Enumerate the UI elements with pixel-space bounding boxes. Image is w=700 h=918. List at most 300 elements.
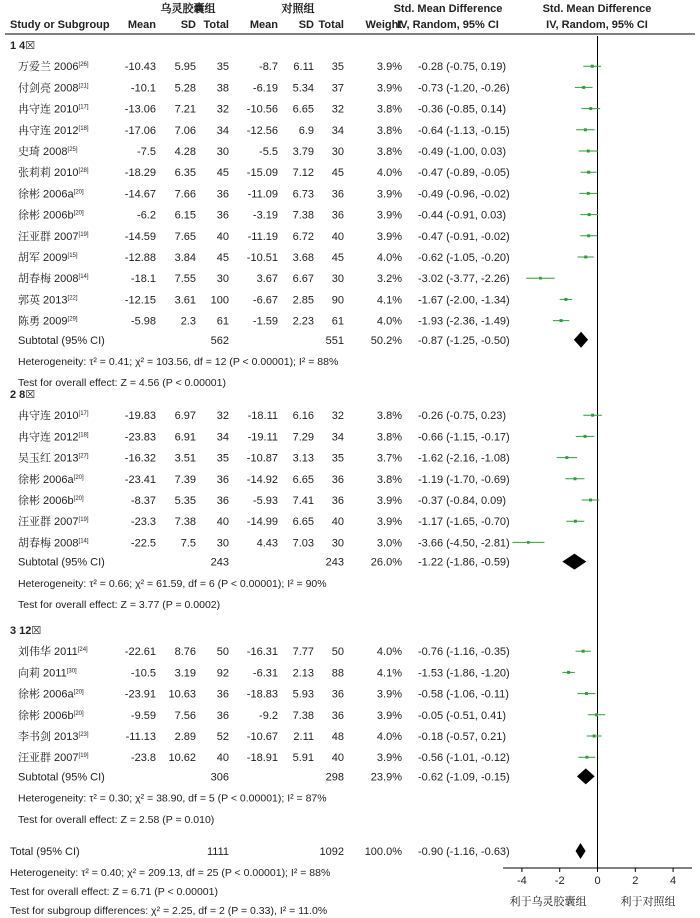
study-mean2: -5.93 [252, 495, 278, 507]
study-total1: 30 [216, 146, 229, 158]
study-sd2: 3.68 [292, 252, 314, 264]
study-sd2: 2.11 [293, 731, 314, 743]
study-mean1: -9.59 [130, 709, 156, 722]
study-mean2: -6.31 [252, 667, 278, 680]
study-total2: 48 [331, 731, 344, 743]
study-name: 徐彬 2006b[20] [18, 495, 84, 507]
study-sd1: 10.63 [168, 688, 196, 701]
header-effect-title: Std. Mean Difference [393, 3, 503, 15]
study-total2: 40 [331, 752, 344, 765]
study-point [587, 192, 590, 195]
study-point [589, 499, 592, 502]
study-weight: 3.8% [376, 410, 402, 423]
study-mean2: -6.19 [252, 82, 278, 95]
study-name: 汪亚群 2007[19] [18, 230, 89, 243]
study-sd2: 6.65 [292, 473, 314, 486]
header-group2: 对照组 [281, 3, 315, 15]
study-total1: 36 [216, 188, 229, 201]
study-mean2: -5.5 [259, 146, 278, 158]
study-sd1: 7.65 [174, 230, 196, 243]
study-sd1: 6.91 [174, 431, 196, 444]
study-total2: 30 [331, 537, 344, 550]
study-point [574, 477, 577, 480]
study-mean1: -23.8 [130, 752, 156, 765]
study-mean1: -12.15 [124, 294, 156, 307]
study-weight: 3.9% [376, 495, 402, 507]
study-total2: 61 [331, 315, 344, 328]
study-ci: -0.28 (-0.75, 0.19) [418, 61, 507, 74]
study-mean2: -15.09 [246, 167, 278, 180]
total-total2: 1092 [319, 846, 344, 858]
study-total2: 40 [331, 516, 344, 529]
study-total2: 36 [331, 495, 344, 507]
subtotal-ci: -1.22 (-1.86, -0.59) [418, 556, 510, 569]
study-ci: -0.36 (-0.85, 0.14) [418, 103, 507, 116]
study-ci: -3.66 (-4.50, -2.81) [418, 537, 510, 550]
study-sd2: 5.91 [292, 752, 314, 765]
study-point [584, 128, 587, 131]
study-weight: 4.0% [376, 167, 402, 180]
study-weight: 3.9% [376, 688, 402, 701]
subgroup-overall-effect: Test for overall effect: Z = 2.58 (P = 0.010) [18, 813, 215, 826]
study-mean2: -10.87 [246, 452, 278, 465]
study-total2: 30 [331, 273, 344, 286]
study-mean2: -10.51 [246, 252, 278, 264]
study-ci: -0.18 (-0.57, 0.21) [418, 731, 507, 743]
header-study: Study or Subgroup [10, 19, 110, 31]
x-tick-label: 0 [594, 875, 601, 887]
study-sd1: 7.21 [174, 103, 196, 116]
study-total1: 36 [216, 495, 229, 507]
study-sd1: 6.15 [174, 209, 196, 222]
study-ci: -0.64 (-1.13, -0.15) [418, 124, 510, 137]
study-sd2: 3.79 [292, 146, 314, 158]
total-label: Total (95% CI) [10, 846, 80, 858]
study-mean2: -11.09 [247, 188, 278, 201]
study-total2: 35 [331, 61, 344, 74]
study-total1: 40 [216, 752, 229, 765]
subtotal-total1: 306 [210, 771, 229, 784]
study-point [589, 107, 592, 110]
study-ci: -0.49 (-1.00, 0.03) [418, 146, 507, 158]
header-mean2: Mean [249, 19, 278, 31]
study-mean1: -10.1 [130, 82, 156, 95]
study-sd2: 7.03 [292, 537, 314, 550]
subgroup-heterogeneity: Heterogeneity: τ² = 0.66; χ² = 61.59, df = 6 (P < 0.00001); I² = 90% [18, 577, 327, 590]
study-mean1: -16.32 [124, 452, 156, 465]
study-point [591, 414, 594, 417]
header-total1: Total [203, 19, 229, 31]
subtotal-weight: 50.2% [370, 334, 402, 347]
study-weight: 3.9% [376, 82, 402, 95]
study-point [595, 713, 598, 716]
study-total1: 45 [216, 167, 229, 180]
study-name: 史琦 2008[25] [18, 146, 78, 158]
study-point [539, 277, 542, 280]
study-mean1: -23.3 [130, 516, 156, 529]
study-sd2: 7.41 [292, 495, 314, 507]
study-name: 冉守连 2012[18] [18, 124, 89, 137]
study-point [574, 520, 577, 523]
study-mean2: -18.91 [246, 752, 278, 765]
study-sd2: 7.38 [292, 709, 314, 722]
study-sd1: 3.61 [174, 294, 196, 307]
study-ci: -0.49 (-0.96, -0.02) [418, 188, 510, 201]
study-mean1: -10.43 [124, 61, 156, 74]
study-weight: 3.9% [376, 209, 402, 222]
study-ci: -0.62 (-1.05, -0.20) [418, 252, 510, 264]
study-name: 付剑亮 2008[21] [18, 82, 89, 95]
study-total2: 32 [331, 103, 344, 116]
study-point [587, 150, 590, 153]
subgroup-heterogeneity: Heterogeneity: τ² = 0.41; χ² = 103.56, df = 12 (P < 0.00001); I² = 88% [18, 356, 339, 368]
study-mean2: -19.11 [247, 431, 278, 444]
subtotal-total2: 243 [325, 556, 344, 569]
x-right-label: 利于对照组 [620, 896, 676, 908]
study-weight: 4.0% [376, 252, 402, 264]
study-point [588, 213, 591, 216]
study-total1: 100 [210, 294, 229, 307]
study-total2: 88 [331, 667, 344, 680]
study-mean1: -5.98 [130, 315, 156, 328]
subtotal-total2: 298 [325, 771, 344, 784]
study-name: 汪亚群 2007[19] [18, 516, 89, 529]
study-weight: 4.0% [376, 731, 402, 743]
study-sd2: 5.93 [292, 688, 314, 701]
study-weight: 3.9% [376, 752, 402, 765]
header-sd2: SD [298, 19, 314, 31]
study-ci: -0.66 (-1.15, -0.17) [418, 431, 510, 444]
study-sd2: 7.38 [292, 209, 314, 222]
study-sd1: 5.28 [174, 82, 196, 95]
study-ci: -1.19 (-1.70, -0.69) [418, 473, 510, 486]
study-total2: 90 [331, 294, 344, 307]
subtotal-total1: 562 [210, 334, 229, 347]
study-mean1: -18.29 [124, 167, 156, 180]
study-point [564, 298, 567, 301]
study-weight: 3.9% [376, 230, 402, 243]
study-sd1: 5.95 [174, 61, 196, 74]
study-sd2: 7.12 [292, 167, 314, 180]
study-mean2: 3.67 [256, 273, 278, 286]
study-total1: 36 [216, 209, 229, 222]
study-total1: 30 [216, 537, 229, 550]
study-mean2: -10.56 [246, 103, 278, 116]
study-name: 胡春梅 2008[14] [18, 537, 89, 550]
total-ci: -0.90 (-1.16, -0.63) [418, 846, 510, 858]
study-sd2: 2.13 [292, 667, 314, 680]
subgroup-overall-effect: Test for overall effect: Z = 4.56 (P < 0.00001) [18, 377, 226, 390]
study-point [584, 256, 587, 259]
subgroup-title: 3 12☒ [10, 625, 42, 637]
study-ci: -0.47 (-0.91, -0.02) [418, 230, 510, 243]
study-weight: 3.8% [376, 146, 402, 158]
study-mean1: -10.5 [130, 667, 156, 680]
study-sd2: 2.23 [292, 315, 314, 328]
study-total1: 38 [216, 82, 229, 95]
study-point [585, 692, 588, 695]
study-mean2: -10.67 [246, 731, 278, 743]
study-ci: -0.58 (-1.06, -0.11) [418, 688, 509, 701]
study-sd1: 5.35 [174, 495, 196, 507]
study-mean2: -14.99 [246, 516, 278, 529]
study-weight: 3.9% [376, 709, 402, 722]
study-total1: 45 [216, 252, 229, 264]
study-weight: 3.2% [376, 273, 402, 286]
study-name: 徐彬 2006b[20] [18, 709, 84, 722]
study-name: 万爱兰 2006[26] [18, 61, 89, 74]
study-weight: 4.1% [376, 294, 402, 307]
study-total2: 35 [331, 452, 344, 465]
study-weight: 4.0% [376, 646, 402, 659]
study-total1: 36 [216, 688, 229, 701]
study-weight: 3.7% [376, 452, 402, 465]
study-total2: 36 [331, 688, 344, 701]
total-heterogeneity: Heterogeneity: τ² = 0.40; χ² = 209.13, df = 25 (P < 0.00001); I² = 88% [10, 867, 331, 879]
study-mean2: -18.11 [247, 410, 278, 423]
header-plot-method: IV, Random, 95% CI [546, 19, 648, 31]
study-sd2: 6.16 [292, 410, 314, 423]
subtotal-diamond [562, 554, 586, 570]
study-sd1: 10.62 [168, 752, 196, 765]
study-total2: 34 [331, 431, 344, 444]
x-tick-label: -2 [554, 875, 565, 887]
subtotal-weight: 26.0% [370, 556, 402, 569]
study-sd1: 3.19 [174, 667, 196, 680]
study-total1: 52 [216, 731, 229, 743]
study-sd2: 6.11 [293, 61, 314, 74]
study-sd1: 6.97 [174, 410, 196, 423]
study-mean1: -12.88 [124, 252, 156, 264]
study-mean2: -14.92 [246, 473, 278, 486]
study-sd1: 7.56 [174, 709, 196, 722]
study-total1: 61 [216, 315, 229, 328]
study-total2: 30 [331, 146, 344, 158]
study-name: 汪亚群 2007[19] [18, 752, 89, 765]
header-group1: 乌灵胶囊组 [160, 3, 216, 15]
study-sd1: 7.38 [174, 516, 196, 529]
study-name: 徐彬 2006b[20] [18, 209, 84, 222]
study-ci: -0.73 (-1.20, -0.26) [418, 82, 510, 95]
study-point [585, 756, 588, 759]
study-mean2: -16.31 [246, 646, 278, 659]
total-weight: 100.0% [364, 846, 402, 858]
study-total1: 40 [216, 230, 229, 243]
subtotal-ci: -0.62 (-1.09, -0.15) [418, 771, 510, 784]
study-point [582, 86, 585, 89]
study-name: 徐彬 2006a[20] [18, 473, 84, 486]
study-total2: 36 [331, 188, 344, 201]
subtotal-total1: 243 [210, 556, 229, 569]
study-sd1: 8.76 [174, 646, 196, 659]
subgroup-differences: Test for subgroup differences: χ² = 2.25, df = 2 (P = 0.33), I² = 11.0% [10, 905, 328, 917]
study-mean1: -11.13 [125, 731, 156, 743]
study-mean1: -19.83 [124, 410, 156, 423]
study-mean1: -17.06 [124, 124, 156, 137]
study-mean2: -1.59 [252, 315, 278, 328]
study-sd2: 6.72 [292, 230, 314, 243]
study-total1: 32 [216, 410, 229, 423]
study-weight: 4.0% [376, 315, 402, 328]
study-name: 冉守连 2010[17] [18, 103, 89, 116]
study-sd2: 7.77 [292, 646, 314, 659]
study-ci: -1.17 (-1.65, -0.70) [418, 516, 510, 529]
study-sd1: 7.5 [180, 537, 196, 550]
subgroup-title: 1 4☒ [10, 40, 36, 52]
study-name: 冉守连 2010[17] [18, 410, 89, 423]
header-weight: Weight [365, 19, 402, 31]
study-mean2: -8.7 [259, 61, 278, 74]
subgroup-title: 2 8☒ [10, 389, 36, 401]
study-sd1: 7.39 [174, 473, 196, 486]
subgroup-overall-effect: Test for overall effect: Z = 3.77 (P = 0.0002) [18, 599, 221, 611]
study-mean1: -23.91 [124, 688, 156, 701]
study-weight: 3.9% [376, 61, 402, 74]
study-name: 刘伟华 2011[24] [18, 646, 88, 659]
study-sd1: 2.89 [174, 731, 196, 743]
study-mean1: -14.59 [124, 230, 156, 243]
study-ci: -0.05 (-0.51, 0.41) [418, 709, 507, 722]
subtotal-ci: -0.87 (-1.25, -0.50) [418, 334, 510, 347]
study-total2: 40 [331, 230, 344, 243]
study-ci: -1.67 (-2.00, -1.34) [418, 294, 510, 307]
study-total1: 34 [216, 124, 229, 137]
study-weight: 3.0% [376, 537, 402, 550]
subtotal-total2: 551 [325, 334, 344, 347]
total-total1: 1111 [206, 846, 229, 858]
study-total2: 34 [331, 124, 344, 137]
study-total2: 36 [331, 209, 344, 222]
study-name: 郭英 2013[22] [18, 294, 78, 307]
study-ci: -1.53 (-1.86, -1.20) [418, 667, 510, 680]
study-mean2: -11.19 [247, 230, 278, 243]
study-total1: 92 [216, 667, 229, 680]
study-point [587, 234, 590, 237]
study-mean1: -18.1 [130, 273, 156, 286]
study-point [565, 456, 568, 459]
study-total1: 35 [216, 61, 229, 74]
study-sd2: 6.65 [292, 516, 314, 529]
subtotal-diamond [574, 332, 588, 348]
study-point [567, 671, 570, 674]
study-point [527, 541, 530, 544]
study-weight: 3.8% [376, 473, 402, 486]
study-weight: 3.8% [376, 431, 402, 444]
study-ci: -0.56 (-1.01, -0.12) [418, 752, 510, 765]
study-sd2: 7.29 [292, 431, 314, 444]
study-sd1: 7.06 [174, 124, 196, 137]
study-name: 张莉莉 2010[28] [18, 167, 89, 180]
study-name: 李书剑 2013[23] [18, 731, 89, 743]
subtotal-label: Subtotal (95% CI) [18, 771, 105, 784]
study-mean1: -23.41 [124, 473, 156, 486]
study-total1: 50 [216, 646, 229, 659]
study-name: 胡军 2009[15] [18, 252, 78, 264]
study-mean2: -18.83 [246, 688, 278, 701]
study-mean1: -6.2 [137, 209, 156, 222]
study-total2: 50 [331, 646, 344, 659]
study-mean1: -7.5 [137, 146, 156, 158]
subtotal-diamond [577, 768, 595, 784]
study-mean1: -22.5 [130, 537, 156, 550]
study-ci: -0.37 (-0.84, 0.09) [418, 495, 507, 507]
header-effect-method: IV, Random, 95% CI [397, 19, 499, 31]
header-total2: Total [318, 19, 344, 31]
study-mean1: -14.67 [124, 188, 156, 201]
study-mean2: -9.2 [259, 709, 278, 722]
subgroup-heterogeneity: Heterogeneity: τ² = 0.30; χ² = 38.90, df = 5 (P < 0.00001); I² = 87% [18, 792, 327, 805]
total-diamond [576, 843, 586, 859]
x-tick-label: 2 [632, 875, 639, 887]
study-total1: 35 [216, 452, 229, 465]
study-mean2: -6.67 [252, 294, 278, 307]
study-mean2: -3.19 [252, 209, 278, 222]
subtotal-label: Subtotal (95% CI) [18, 556, 105, 569]
study-mean1: -13.06 [124, 103, 156, 116]
study-weight: 3.8% [376, 103, 402, 116]
study-total1: 40 [216, 516, 229, 529]
study-total2: 36 [331, 473, 344, 486]
study-sd1: 7.55 [174, 273, 196, 286]
study-point [587, 171, 590, 174]
study-total1: 34 [216, 431, 229, 444]
study-ci: -1.62 (-2.16, -1.08) [418, 452, 510, 465]
study-ci: -3.02 (-3.77, -2.26) [418, 273, 510, 286]
total-overall-effect: Test for overall effect: Z = 6.71 (P < 0.00001) [10, 886, 218, 898]
study-total1: 36 [216, 473, 229, 486]
study-mean1: -22.61 [124, 646, 156, 659]
study-total1: 30 [216, 273, 229, 286]
study-weight: 3.9% [376, 188, 402, 201]
study-weight: 3.9% [376, 516, 402, 529]
study-weight: 3.8% [376, 124, 402, 137]
study-name: 向莉 2011[30] [18, 667, 77, 680]
study-mean2: -12.56 [246, 124, 278, 137]
study-ci: -0.76 (-1.16, -0.35) [418, 646, 510, 659]
study-total1: 32 [216, 103, 229, 116]
study-point [593, 735, 596, 738]
header-plot-title: Std. Mean Difference [542, 3, 652, 15]
study-total2: 37 [331, 82, 344, 95]
header-sd1: SD [180, 19, 196, 31]
study-ci: -1.93 (-2.36, -1.49) [418, 315, 510, 328]
subtotal-label: Subtotal (95% CI) [18, 334, 105, 347]
study-total2: 45 [331, 167, 344, 180]
study-name: 徐彬 2006a[20] [18, 188, 84, 201]
study-sd2: 6.73 [292, 188, 314, 201]
study-sd2: 2.85 [292, 294, 314, 307]
study-sd1: 7.66 [174, 188, 196, 201]
header-mean1: Mean [127, 19, 156, 31]
study-weight: 4.1% [376, 667, 402, 680]
x-tick-label: -4 [517, 875, 527, 887]
study-sd2: 6.67 [292, 273, 314, 286]
study-ci: -0.47 (-0.89, -0.05) [418, 167, 510, 180]
study-total2: 36 [331, 709, 344, 722]
x-tick-label: 4 [670, 875, 677, 887]
study-total2: 45 [331, 252, 344, 264]
study-point [584, 435, 587, 438]
study-point [582, 650, 585, 653]
study-sd1: 2.3 [180, 315, 196, 328]
study-sd1: 3.51 [174, 452, 196, 465]
study-point [560, 319, 563, 322]
study-mean2: 4.43 [256, 537, 278, 550]
study-point [591, 65, 594, 68]
study-sd2: 3.13 [292, 452, 314, 465]
study-name: 胡春梅 2008[14] [18, 273, 89, 286]
study-mean1: -23.83 [124, 431, 156, 444]
